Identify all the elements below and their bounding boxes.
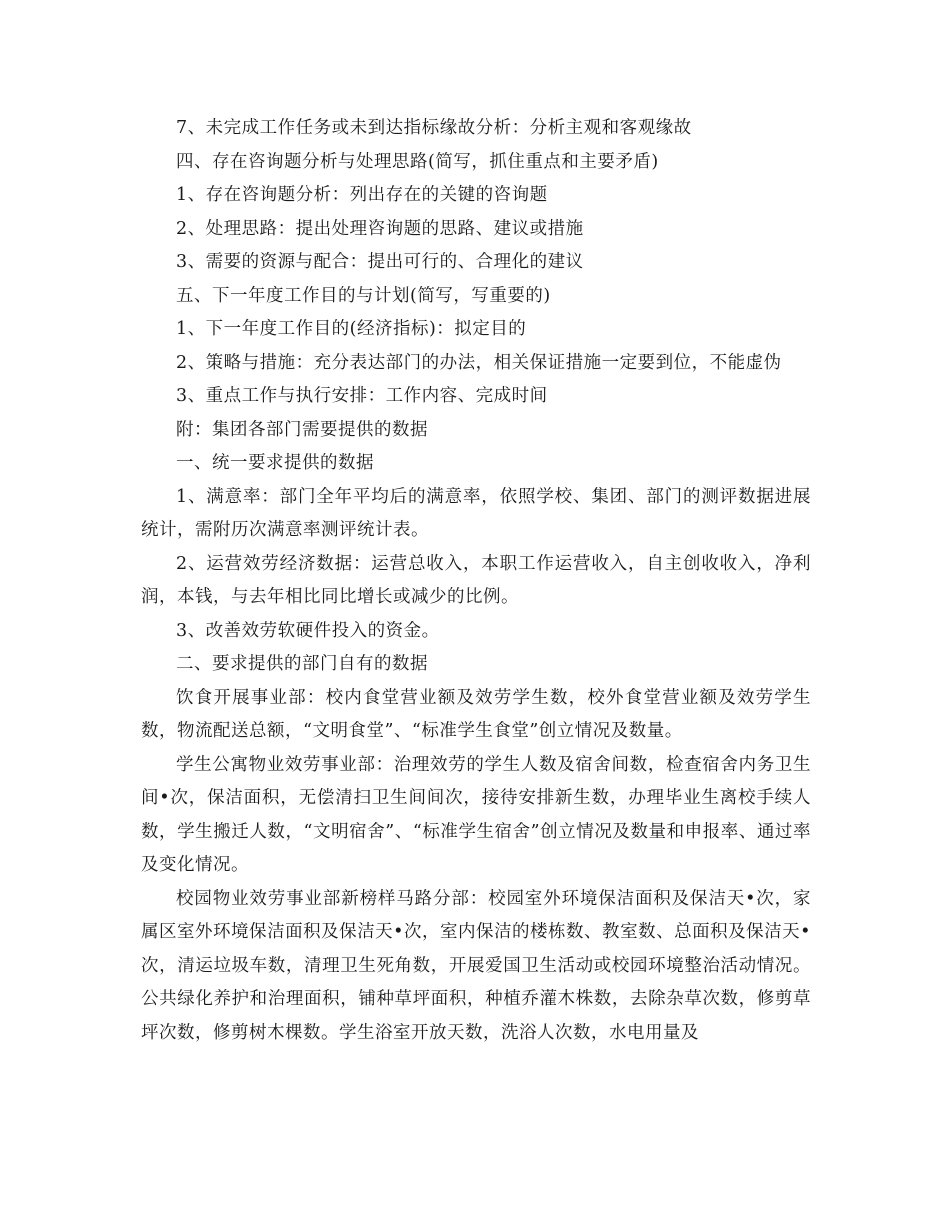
paragraph-catering: 饮食开展事业部：校内食堂营业额及效劳学生数，校外食堂营业额及效劳学生数，物流配送总额，“文明食堂”、“标准学生食堂”创立情况及数量。 xyxy=(141,687,811,741)
paragraph-investment: 3、改善效劳软硬件投入的资金。 xyxy=(176,620,440,641)
paragraph-unfinished-tasks: 7、未完成工作任务或未到达指标缘故分析：分析主观和客观缘故 xyxy=(176,118,692,138)
paragraph-solution-ideas: 2、处理思路：提出处理咨询题的思路、建议或措施 xyxy=(176,218,584,239)
heading-department-data: 二、要求提供的部门自有的数据 xyxy=(176,654,428,674)
paragraph-resources: 3、需要的资源与配合：提出可行的、合理化的建议 xyxy=(176,252,584,272)
paragraph-key-work: 3、重点工作与执行安排：工作内容、完成时间 xyxy=(176,386,548,406)
paragraph-campus-property: 校园物业效劳事业部新榜样马路分部：校园室外环境保洁面积及保洁天•次，家属区室外环境保洁面积及保洁天•次，室内保洁的楼栋数、教室数、总面积及保洁天•次，清运垃圾车数，清理卫生死角数，开展爱国卫生活动或校园环境整治活动情况。公共绿化养护和治理面积，铺种草坪面积，种植乔灌木株数，去除杂草次数，修剪草坪次数，修剪树木棵数。学生浴室开放天数，洗浴人次数，水电用量及 xyxy=(141,888,811,1043)
document-body xyxy=(141,112,811,1050)
paragraph-next-year-goal: 1、下一年度工作目的(经济指标)：拟定目的 xyxy=(176,319,527,339)
heading-problem-analysis: 四、存在咨询题分析与处理思路(简写，抓住重点和主要矛盾) xyxy=(176,151,659,172)
paragraph-dormitory: 学生公寓物业效劳事业部：治理效劳的学生人数及宿舍间数，检查宿舍内务卫生间•次，保洁面积，无偿清扫卫生间间次，接待安排新生数，办理毕业生离校手续人数，学生搬迁人数，“文明宿舍”、“标准学生宿舍”创立情况及数量和申报率、通过率及变化情况。 xyxy=(141,754,811,875)
paragraph-satisfaction: 1、满意率：部门全年平均后的满意率，依照学校、集团、部门的测评数据进展统计，需附历次满意率测评统计表。 xyxy=(141,486,811,540)
heading-unified-data: 一、统一要求提供的数据 xyxy=(176,453,374,473)
heading-appendix: 附：集团各部门需要提供的数据 xyxy=(176,419,428,440)
paragraph-operation-data: 2、运营效劳经济数据：运营总收入，本职工作运营收入，自主创收收入，净利润，本钱，与去年相比同比增长或减少的比例。 xyxy=(141,553,811,607)
heading-next-year-plan: 五、下一年度工作目的与计划(简写，写重要的) xyxy=(176,285,551,306)
paragraph-problem-analysis: 1、存在咨询题分析：列出存在的关键的咨询题 xyxy=(176,185,548,205)
paragraph-strategy: 2、策略与措施：充分表达部门的办法，相关保证措施一定要到位，不能虚伪 xyxy=(176,352,782,373)
